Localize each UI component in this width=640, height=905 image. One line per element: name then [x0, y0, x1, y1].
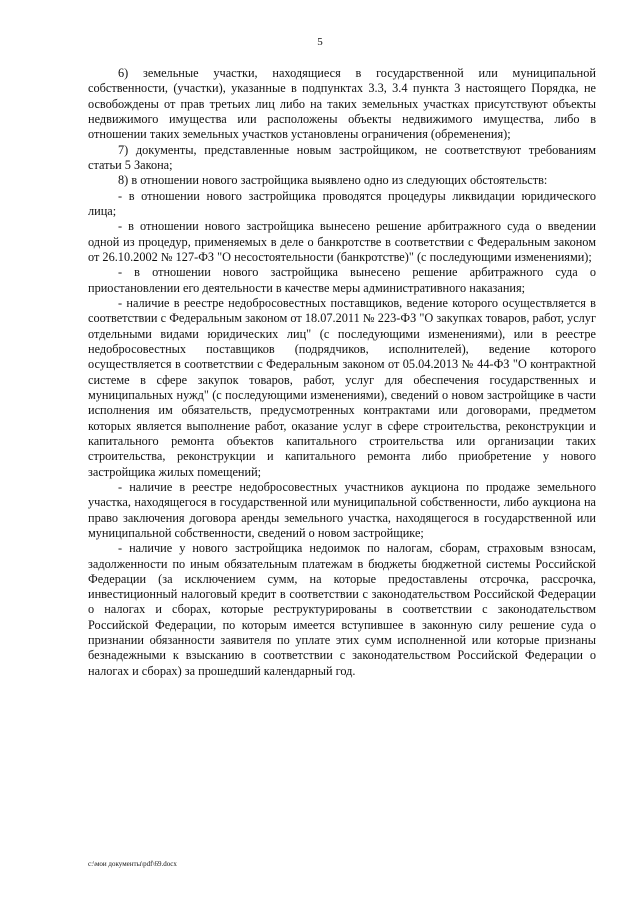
paragraph-unfair-suppliers-registry: - наличие в реестре недобросовестных поставщиков, ведение которого осуществляется в соответствии с Федеральным законом от 18.07.2011 № 223-ФЗ "О закупках товаров, работ, услуг отдельными видами юридических лиц" (с последующими изменениями), или в реестре недобросовестных поставщиков (подрядчиков, исполнителей), ведение которого осуществляется в соответствии с Федеральным законом от 05.04.2013 № 44-ФЗ "О контрактной системе в сфере закупок товаров, работ, услуг для обеспечения государственных и муниципальных нужд" (с последующими изменениями), сведений о новом застройщике в части исполнения им обязательств, предусмотренных контрактами или договорами, предметом которых является выполнение работ, оказание услуг в сфере строительства, реконструкции и капитального ремонта объектов капитального строительства или организации таких строительства, реконструкции и капитального ремонта либо приобретение у нового застройщика жилых помещений;: [88, 295, 596, 479]
paragraph-tax-arrears: - наличие у нового застройщика недоимок по налогам, сборам, страховым взносам, задолженности по иным обязательным платежам в бюджеты бюджетной системы Российской Федерации (за исключением сумм, на которые предоставлены отсрочка, рассрочка, инвестиционный налоговый кредит в соответствии с законодательством Российской Федерации о налогах и сборах, которые реструктурированы в соответствии с законодательством Российской Федерации, по которым имеется вступившее в законную силу решение суда о признании обязанности заявителя по уплате этих сумм исполненной или которые признаны безнадежными к взысканию в соответствии с законодательством Российской Федерации о налогах и сборах) за прошедший календарный год.: [88, 541, 596, 678]
page-number: 5: [317, 36, 323, 48]
paragraph-item-7: 7) документы, представленные новым застройщиком, не соответствуют требованиям статьи 5 Закона;: [88, 142, 596, 172]
paragraph-item-8: 8) в отношении нового застройщика выявлено одно из следующих обстоятельств:: [118, 173, 548, 188]
paragraph-unfair-auction-participants: - наличие в реестре недобросовестных участников аукциона по продаже земельного участка, находящегося в государственной или муниципальной собственности, либо аукциона на право заключения договора аренды земельного участка, находящегося в государственной или муниципальной собственности, сведений о новом застройщике;: [88, 479, 596, 540]
paragraph-suspension: - в отношении нового застройщика вынесено решение арбитражного суда о приостановлении его деятельности в качестве меры административного наказания;: [88, 265, 596, 295]
document-body: [88, 66, 596, 679]
file-path-footer: c:\мои документы\pdf\69.docx: [88, 860, 177, 868]
paragraph-bankruptcy: - в отношении нового застройщика вынесено решение арбитражного суда о введении одной из процедур, применяемых в деле о банкротстве в соответствии с Федеральным законом от 26.10.2002 № 127-ФЗ "О несостоятельности (банкротстве)" (с последующими изменениями);: [88, 219, 596, 264]
paragraph-item-6: 6) земельные участки, находящиеся в государственной или муниципальной собственности, (участки), указанные в подпунктах 3.3, 3.4 пункта 3 настоящего Порядка, не освобождены от прав третьих лиц либо на таких земельных участках присутствуют объекты недвижимого имущества или расположены объекты недвижимого имущества, либо в отношении таких земельных участков установлены ограничения (обременения);: [88, 66, 596, 142]
paragraph-liquidation: - в отношении нового застройщика проводятся процедуры ликвидации юридического лица;: [88, 188, 596, 218]
